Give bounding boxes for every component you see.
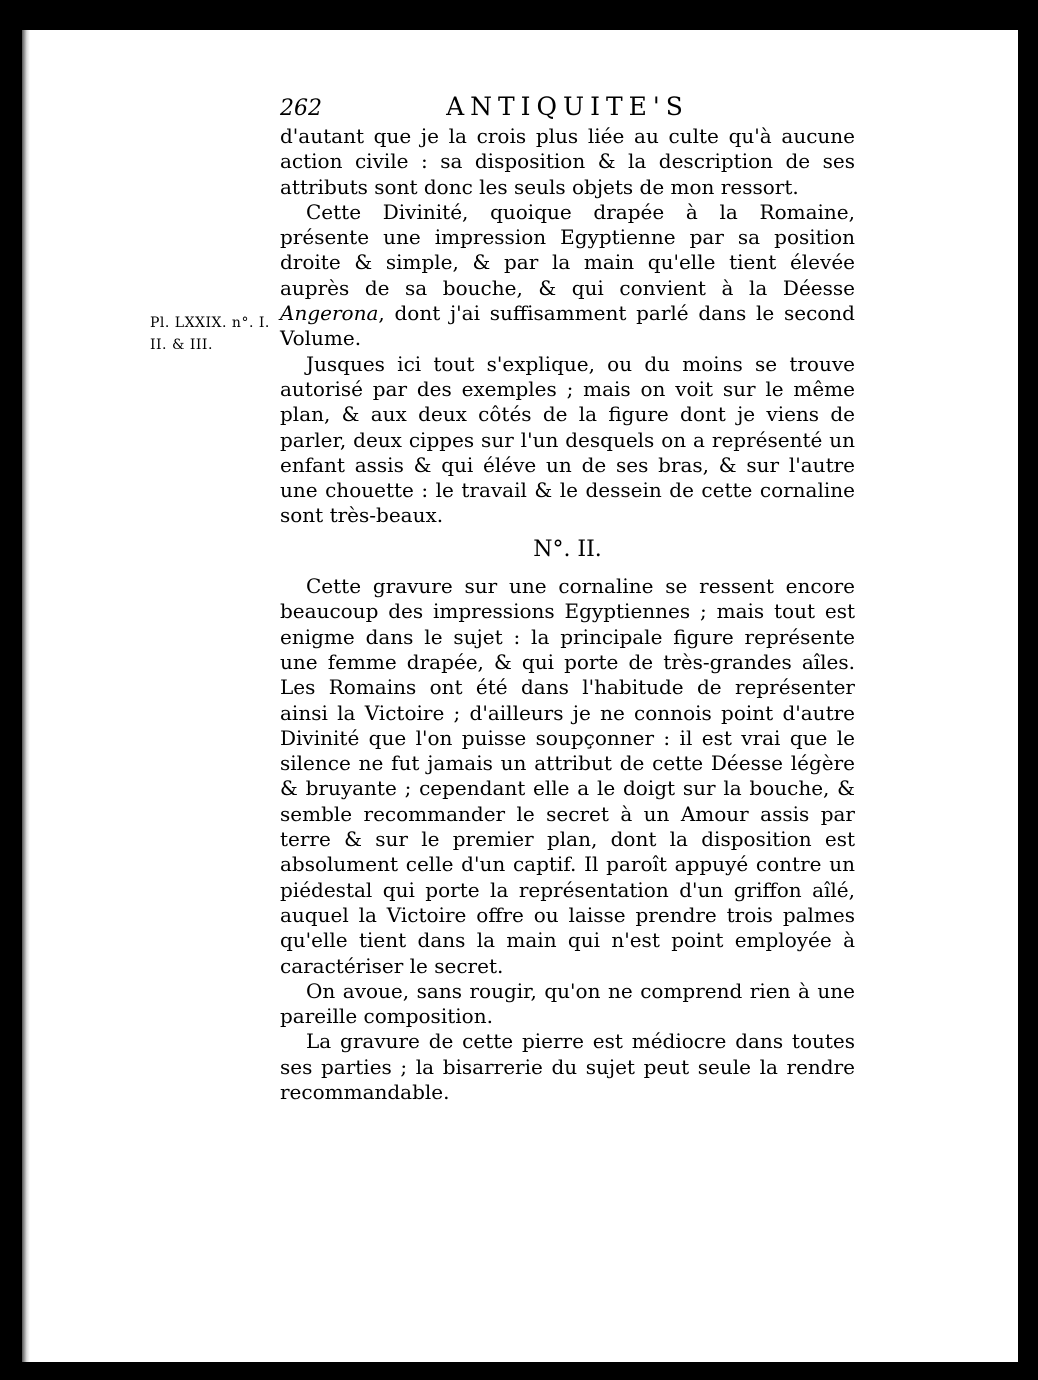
running-title: ANTIQUITE'S	[446, 92, 689, 121]
paragraph-2	[280, 200, 855, 352]
paragraph-3: Jusques ici tout s'explique, ou du moins se trouve autorisé par des exemples ; mais on voit sur le même plan, & aux deux côtés de la figure dont je viens de parler, deux cippes sur l'un desquels on a représenté un enfant assis & qui éléve un de ses bras, & sur l'autre une chouette : le travail & le dessein de cette cornaline sont très-beaux.	[280, 351, 855, 528]
paragraph-4: Cette gravure sur une cornaline se ressent encore beaucoup des impressions Egyptiennes ; mais tout est enigme dans le sujet : la principale figure représente une femme drapée, & qui porte de très-grandes aîles. Les Romains ont été dans l'habitude de représenter ainsi la Victoire ; d'ailleurs je ne connois point d'autre Divinité que l'on puisse soupçonner : il est vrai que le silence ne fut jamais un attribut de cette Déesse légère & bruyante ; cependant elle a le doigt sur la bouche, & semble recommander le secret à un Amour assis par terre & sur le premier plan, dont la disposition est absolument celle d'un captif. Il paroît appuyé contre un piédestal qui porte la représentation d'un griffon aîlé, auquel la Victoire offre ou laisse prendre trois palmes qu'elle tient dans la main qui n'est point employée à caractériser le secret.	[280, 574, 855, 978]
page-header	[280, 92, 855, 126]
body-text	[280, 124, 855, 1105]
margin-note-line-2: II. & III.	[150, 337, 213, 353]
page-edge-shadow	[22, 30, 30, 1362]
paragraph-2-italic: Angerona	[280, 301, 379, 326]
paragraph-5: On avoue, sans rougir, qu'on ne comprend rien à une pareille composition.	[280, 978, 855, 1029]
paragraph-2-text-a: Cette Divinité, quoique drapée à la Romaine, présente une impression Egyptienne par sa position droite & simple, & par la main qu'elle tient élevée auprès de sa bouche, & qui convient à la Déesse	[280, 199, 855, 300]
page-number: 262	[280, 96, 322, 121]
paragraph-1: d'autant que je la crois plus liée au culte qu'à aucune action civile : sa disposition & la description de ses attributs sont donc les seuls objets de mon ressort.	[280, 124, 855, 199]
paragraph-2-text-b: , dont j'ai suffisamment parlé dans le second Volume.	[280, 301, 855, 351]
section-heading: N°. II.	[533, 536, 602, 562]
paragraph-6: La gravure de cette pierre est médiocre dans toutes ses parties ; la bisarrerie du sujet peut seule la rendre recommandable.	[280, 1029, 855, 1104]
margin-note	[150, 312, 280, 356]
margin-note-line-1: Pl. LXXIX. n°. I.	[150, 315, 270, 331]
